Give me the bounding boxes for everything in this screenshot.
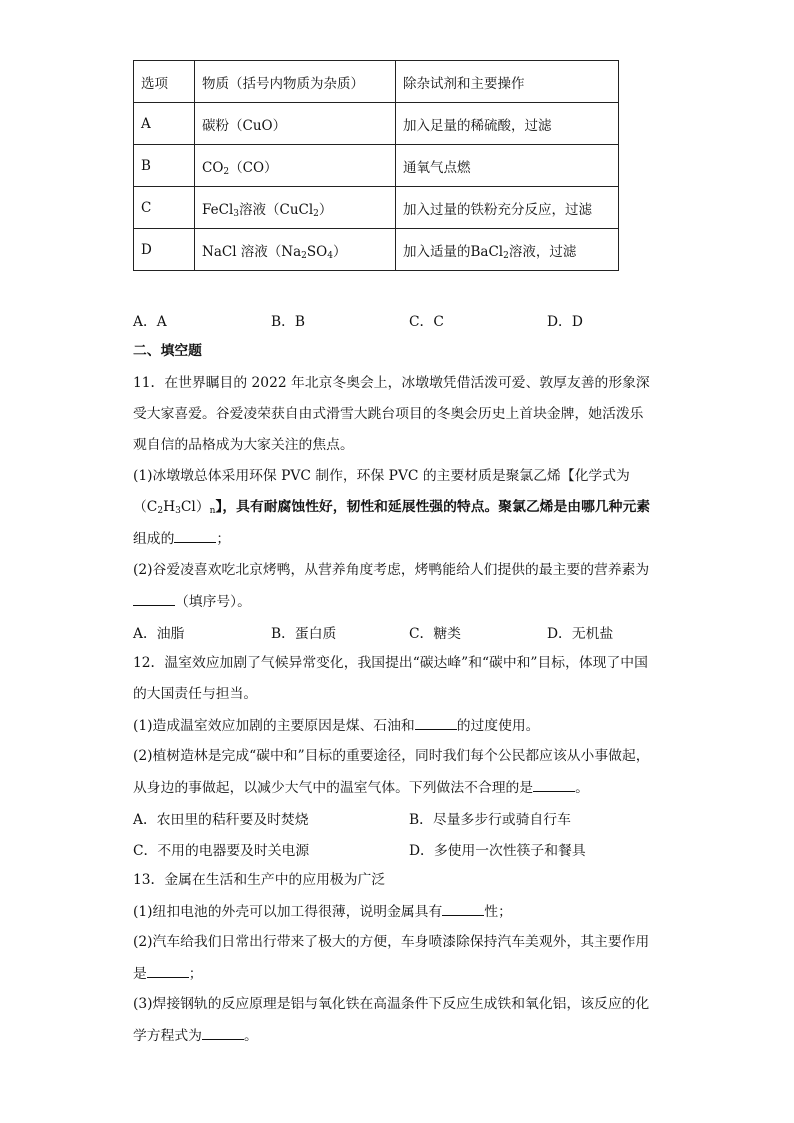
- q11-part1-line: 组成的 ；: [133, 528, 230, 549]
- answer-blank[interactable]: [415, 715, 457, 730]
- q13-part2-line: 是 ；: [133, 963, 203, 984]
- answer-blank[interactable]: [533, 777, 575, 792]
- table-header-cell: 物质（括号内物质为杂质）: [195, 61, 396, 103]
- choice-a: A．油脂: [133, 626, 185, 642]
- choice-a: A．农田里的秸秆要及时焚烧: [133, 812, 309, 828]
- q13-part3-line: (3)焊接钢轨的反应原理是铝与氧化铁在高温条件下反应生成铁和氧化铝，该反应的化: [133, 996, 650, 1012]
- q12-part1-line: (1)造成温室效应加剧的主要原因是煤、石油和 的过度使用。: [133, 715, 539, 736]
- substance-cell: FeCl$_3$溶液（CuCl$_2$）: [195, 187, 396, 229]
- table-header-cell: 除杂试剂和主要操作: [396, 61, 619, 103]
- method-cell: 加入足量的稀硫酸，过滤: [396, 103, 619, 145]
- substance-cell: $CO_2(CO)$: [195, 145, 396, 187]
- choice-b: B．B: [271, 314, 306, 330]
- q11-text-line: 观自信的品格成为大家关注的焦点。: [133, 437, 354, 453]
- choice-b: B．蛋白质: [271, 626, 337, 642]
- choice-d: D．D: [547, 314, 583, 330]
- answer-blank[interactable]: [174, 528, 216, 543]
- option-cell: C: [134, 187, 195, 229]
- q13-part3-line: 学方程式为 。: [133, 1025, 258, 1046]
- method-cell: 通氧气点燃: [396, 145, 619, 187]
- table-row: [134, 103, 619, 145]
- q12-part2-line: (2)植树造林是完成“碳中和”目标的重要途径，同时我们每个公民都应该从小事做起，: [133, 748, 650, 764]
- choice-b: B．尽量多步行或骑自行车: [409, 812, 571, 828]
- choice-d: D．无机盐: [547, 626, 614, 642]
- choice-a: A．A: [133, 314, 167, 330]
- q11-text-line: 11．在世界瞩目的 2022 年北京冬奥会上，冰墩墩凭借活泼可爱、敦厚友善的形象深: [133, 375, 650, 391]
- q11-part1-line: $(C_2H_3Cl)_n$】，具有耐腐蚀性好，韧性和延展性强的特点。聚氯乙烯是由哪几种元素: [133, 499, 651, 516]
- q12-part2-line: 从身边的事做起，以减少大气中的温室气体。下列做法不合理的是 。: [133, 777, 589, 798]
- q13-text-line: 13．金属在生活和生产中的应用极为广泛: [133, 872, 386, 888]
- choice-c: C．C: [409, 314, 444, 330]
- section-title: 二、填空题: [133, 343, 202, 359]
- table-row: [134, 229, 619, 271]
- option-cell: B: [134, 145, 195, 187]
- table-row: [134, 145, 619, 187]
- answer-blank[interactable]: [202, 1025, 244, 1040]
- table-row: [134, 187, 619, 229]
- substance-cell: 碳粉（CuO）: [195, 103, 396, 145]
- substance-cell: NaCl 溶液$(Na_2SO_4)$: [195, 229, 396, 271]
- q13-part1-line: (1)纽扣电池的外壳可以加工得很薄，说明金属具有 性；: [133, 901, 512, 922]
- answer-blank[interactable]: [442, 901, 484, 916]
- choice-d: D．多使用一次性筷子和餐具: [409, 843, 586, 859]
- method-cell: 加入适量的BaCl$_2$溶液，过滤: [396, 229, 619, 271]
- choice-c: C．糖类: [409, 626, 461, 642]
- option-cell: A: [134, 103, 195, 145]
- q11-part1-line: (1)冰墩墩总体采用环保 PVC 制作，环保 PVC 的主要材质是聚氯乙烯【化学式为: [133, 468, 630, 484]
- options-table: [133, 60, 619, 271]
- choice-c: C．不用的电器要及时关电源: [133, 843, 310, 859]
- q11-part2-line: (2)谷爱凌喜欢吃北京烤鸭，从营养角度考虑，烤鸭能给人们提供的最主要的营养素为: [133, 562, 650, 578]
- table-header-cell: 选项: [134, 61, 195, 103]
- q13-part2-line: (2)汽车给我们日常出行带来了极大的方便，车身喷漆除保持汽车美观外，其主要作用: [133, 934, 650, 950]
- q11-text-line: 受大家喜爱。谷爱凌荣获自由式滑雪大跳台项目的冬奥会历史上首块金牌，她活泼乐: [133, 406, 644, 422]
- method-cell: 加入过量的铁粉充分反应，过滤: [396, 187, 619, 229]
- q12-text-line: 12．温室效应加剧了气候异常变化，我国提出“碳达峰”和“碳中和”目标，体现了中国: [133, 655, 648, 671]
- answer-blank[interactable]: [133, 591, 175, 606]
- q11-part2-line: （填序号）。: [133, 591, 251, 612]
- table-header-row: [134, 61, 619, 103]
- option-cell: D: [134, 229, 195, 271]
- q12-text-line: 的大国责任与担当。: [133, 686, 258, 702]
- answer-blank[interactable]: [147, 963, 189, 978]
